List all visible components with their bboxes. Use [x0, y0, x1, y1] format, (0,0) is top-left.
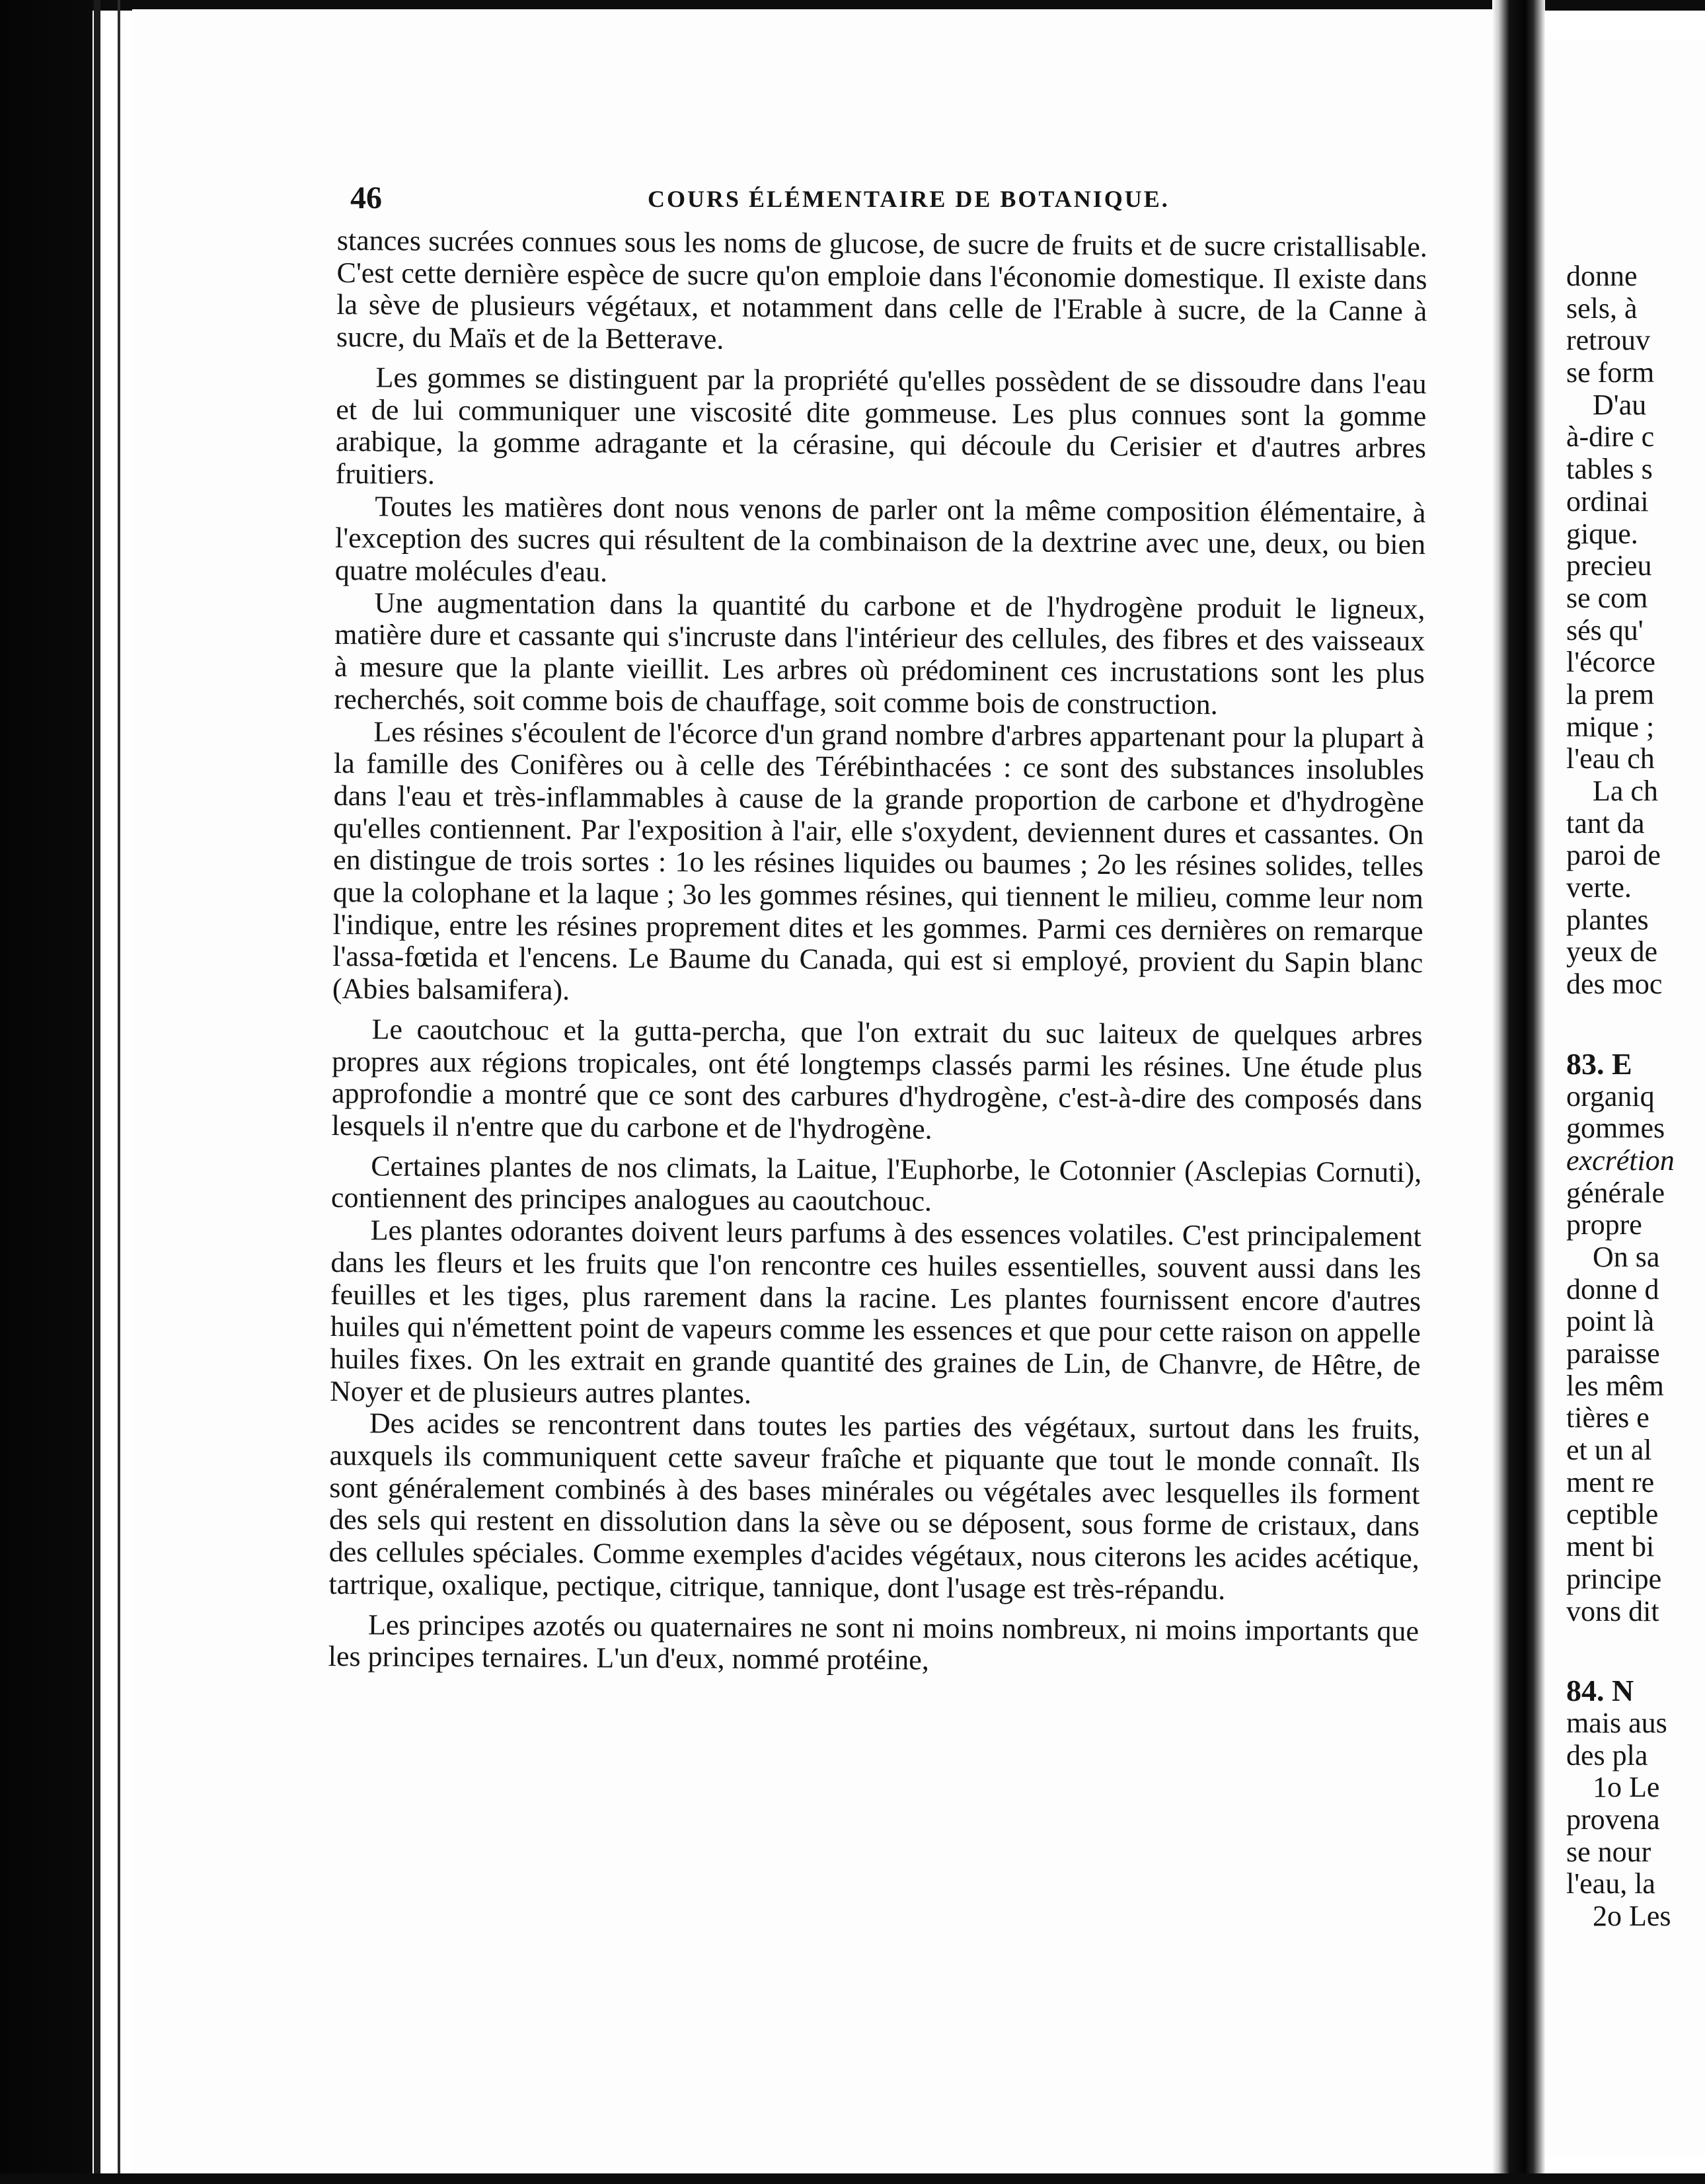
text-line: organiq [1566, 1079, 1655, 1112]
paragraph: Une augmentation dans la quantité du carbone et de l'hydrogène produit le ligneux, matière dure et cassante qui s'incruste dans l'intérieur des cellules, des fibres et des vaisseaux à mesure que la plante vieillit. Les arbres où prédominent ces incrustations sont les plus recherchés, soit comme bois de chauffage, soit comme bois de construction. [334, 586, 1425, 721]
text-line: se nour [1566, 1835, 1651, 1868]
book-edge-line [118, 0, 120, 2184]
page-number: 46 [350, 180, 382, 215]
page-header [350, 180, 1421, 219]
text-line: l'écorce [1566, 646, 1655, 679]
text-line: tables s [1566, 453, 1653, 486]
text-line: verte. [1566, 871, 1632, 904]
text-line: mique ; [1566, 710, 1655, 743]
section-heading: 84. N [1566, 1674, 1634, 1708]
scan-left-border [0, 0, 93, 2184]
text-line: donne d [1566, 1272, 1659, 1306]
text-line: principe [1566, 1562, 1662, 1595]
text-line: precieu [1566, 549, 1652, 582]
text-line: des moc [1566, 968, 1663, 1001]
text-line: La ch [1593, 775, 1658, 807]
text-line: provena [1566, 1803, 1660, 1836]
text-line: les mêm [1566, 1369, 1664, 1402]
text-line: 1o Le [1593, 1771, 1660, 1804]
right-page-text [1566, 260, 1705, 1933]
paragraph: Les plantes odorantes doivent leurs parfums à des essences volatiles. C'est principalement dans les fleurs et les fruits que l'on rencontre ces huiles essentielles, souvent aussi dans les feuilles et les tiges, plus rarement dans la racine. Les plantes fournissent encore d'autres huiles qui n'émettent point de vapeurs comme les essences et que pour cette raison on appelle huiles fixes. On les extrait en grande quantité des graines de Lin, de Chanvre, de Hêtre, de Noyer et de plusieurs autres plantes. [330, 1214, 1421, 1410]
text-line: sels, à [1566, 292, 1638, 325]
text-line: point là [1566, 1305, 1655, 1338]
text-line: sés qu' [1566, 613, 1644, 646]
text-line: tières e [1566, 1401, 1649, 1434]
text-line: yeux de [1566, 935, 1658, 968]
text-line: ment re [1566, 1465, 1655, 1499]
paragraph: Les principes azotés ou quaternaires ne sont ni moins nombreux, ni moins importants que les principes ternaires. L'un d'eux, nommé protéine, [328, 1608, 1420, 1676]
text-line: plantes [1566, 903, 1649, 936]
text-line: ordinai [1566, 485, 1649, 518]
text-line: 2o Les [1593, 1900, 1671, 1932]
paragraph: Certaines plantes de nos climats, la Laitue, l'Euphorbe, le Cotonnier (Asclepias Cornuti), contiennent des principes analogues au caoutchouc. [330, 1150, 1422, 1218]
paragraph: stances sucrées connues sous les noms de glucose, de sucre de fruits et de sucre cristallisable. C'est cette dernière espèce de sucre qu'on emploie dans l'économie domestique. Il existe dans la sève de plusieurs végétaux, et notamment dans celle de l'Erable à sucre, de la Canne à sucre, du Maïs et de la Betterave. [336, 224, 1427, 356]
text-line: gommes [1566, 1112, 1665, 1145]
running-head: COURS ÉLÉMENTAIRE DE BOTANIQUE. [648, 186, 1170, 212]
text-line: générale [1566, 1176, 1665, 1209]
spacer [1566, 1001, 1705, 1048]
text-line: paroi de [1566, 839, 1661, 872]
section-heading: 83. E [1566, 1046, 1632, 1081]
book-gutter [1492, 0, 1545, 2184]
text-line: excrétion [1566, 1144, 1675, 1177]
paragraph: Les gommes se distinguent par la propriété qu'elles possèdent de se dissoudre dans l'eau et de lui communiquer une viscosité dite gommeuse. Les plus connues sont la gomme arabique, la gomme adragante et la cérasine, qui découle du Cerisier et d'autres arbres fruitiers. [335, 361, 1427, 490]
text-line: paraisse [1566, 1337, 1660, 1370]
text-line: l'eau ch [1566, 742, 1655, 775]
text-line: la prem [1566, 678, 1655, 711]
text-line: propre [1566, 1208, 1642, 1241]
text-line: l'eau, la [1566, 1867, 1655, 1900]
scan-bottom-border [0, 2173, 1705, 2184]
text-line: mais aus [1566, 1706, 1667, 1739]
text-line: vons dit [1566, 1594, 1659, 1627]
text-line: des pla [1566, 1738, 1648, 1772]
right-page [1545, 40, 1705, 2155]
text-line: D'au [1593, 388, 1647, 421]
book-edge-line [94, 0, 100, 2184]
text-line: donne [1566, 260, 1638, 292]
paragraph: Les résines s'écoulent de l'écorce d'un grand nombre d'arbres appartenant pour la plupart à la famille des Conifères ou à celle des Térébinthacées : ce sont des substances insolubles dans l'eau et très-inflammables à cause de la grande proportion de carbone et d'hydrogène qu'elles contiennent. Par l'exposition à l'air, elle s'oxydent, deviennent dures et cassantes. On en distingue de trois sortes : 1o les résines liquides ou baumes ; 2o les résines solides, telles que la colophane et la laque ; 3o les gommes résines, qui tiennent le milieu, comme leur nom l'indique, entre les résines proprement dites et les gommes. Parmi ces dernières on remarque l'assa-fœtida et l'encens. Le Baume du Canada, qui est si employé, provient du Sapin blanc (Abies balsamifera). [332, 715, 1425, 1007]
text-line: ment bi [1566, 1530, 1655, 1563]
text-line: et un al [1566, 1434, 1652, 1467]
text-line: ceptible [1566, 1498, 1659, 1531]
text-line: On sa [1593, 1240, 1660, 1273]
paragraph: Des acides se rencontrent dans toutes les parties des végétaux, surtout dans les fruits, auxquels ils communiquent cette saveur fraîche et piquante que tout le monde connaît. Ils sont généralement combinés à des bases minérales ou végétales avec lesquelles ils forment des sels qui restent en dissolution dans la sève ou se déposent, sous forme de cristaux, dans des cellules spéciales. Comme exemples d'acides végétaux, nous citerons les acides acétique, tartrique, oxalique, pectique, citrique, tannique, dont l'usage est très-répandu. [328, 1407, 1421, 1606]
paragraph: Le caoutchouc et la gutta-percha, que l'on extrait du suc laiteux de quelques arbres propres aux régions tropicales, ont été longtemps classés parmi les résines. Une étude plus approfondie a montré que ce sont des carbures d'hydrogène, c'est-à-dire des composés dans lesquels il n'entre que du carbone et de l'hydrogène. [331, 1013, 1423, 1146]
spacer [1566, 1627, 1705, 1675]
text-line: tant da [1566, 806, 1645, 839]
text-line: à-dire c [1566, 420, 1655, 453]
body-text [328, 225, 1427, 1680]
paragraph: Toutes les matières dont nous venons de parler ont la même composition élémentaire, à l'exception des sucres qui résultent de la combinaison de la dextrine avec une, deux, ou bien quatre molécules d'eau. [334, 489, 1426, 588]
text-line: se form [1566, 356, 1655, 389]
text-line: gique. [1566, 517, 1638, 550]
text-line: se com [1566, 581, 1648, 614]
text-line: retrouv [1566, 324, 1651, 357]
